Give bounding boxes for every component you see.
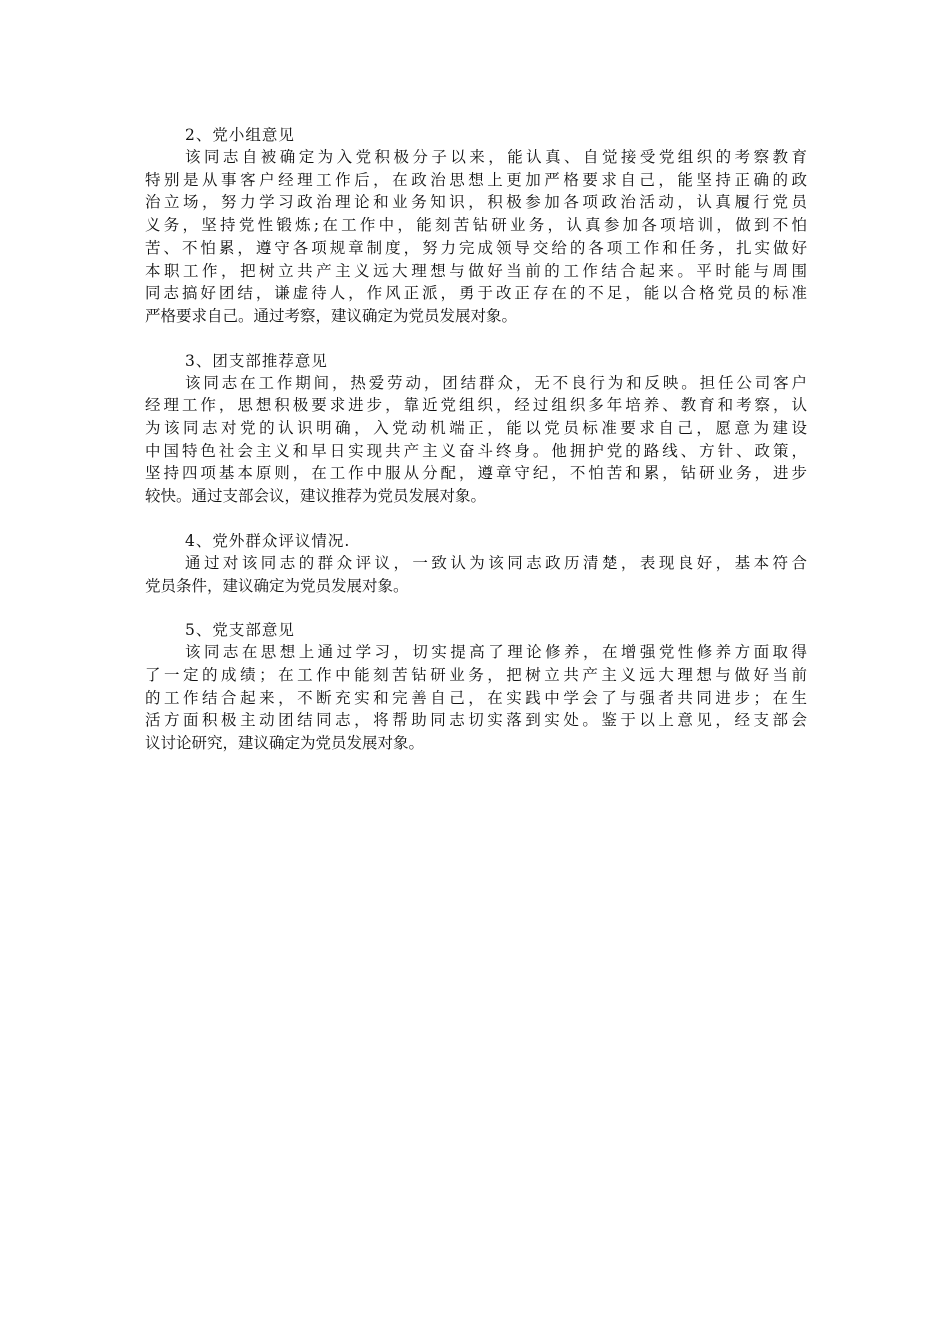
paragraph-line: 经理工作，思想积极要求进步，靠近党组织，经过组织多年培养、教育和考察，认: [145, 396, 807, 415]
paragraph-line: 了一定的成绩；在工作中能刻苦钻研业务，把树立共产主义远大理想与做好当前: [145, 665, 807, 684]
paragraph-line: 活方面积极主动团结同志，将帮助同志切实落到实处。鉴于以上意见，经支部会: [145, 711, 807, 730]
paragraph-line: 治立场，努力学习政治理论和业务知识，积极参加各项政治活动，认真履行党员: [145, 193, 807, 212]
section-party-group-opinion: [145, 124, 807, 328]
section-heading: 5、党支部意见: [185, 621, 295, 640]
section-heading: 2、党小组意见: [185, 126, 295, 144]
section-public-evaluation: [145, 530, 807, 597]
paragraph-line: 坚持四项基本原则，在工作中服从分配，遵章守纪，不怕苦和累，钻研业务，进步: [145, 464, 807, 483]
section-league-branch-recommendation: [145, 350, 807, 508]
paragraph-line: 同志搞好团结，谦虚待人，作风正派，勇于改正存在的不足，能以合格党员的标准: [145, 284, 807, 303]
paragraph-line: 的工作结合起来，不断充实和完善自己，在实践中学会了与强者共同进步；在生: [145, 688, 807, 707]
paragraph-line: 严格要求自己。通过考察，建议确定为党员发展对象。: [145, 306, 518, 325]
paragraph-line: 苦、不怕累，遵守各项规章制度，努力完成领导交给的各项工作和任务，扎实做好: [145, 238, 807, 257]
paragraph-line: 本职工作，把树立共产主义远大理想与做好当前的工作结合起来。平时能与周围: [145, 261, 807, 280]
paragraph-line: 该同志在思想上通过学习，切实提高了理论修养，在增强党性修养方面取得: [185, 643, 807, 662]
section-heading: 4、党外群众评议情况.: [185, 531, 351, 550]
paragraph-line: 较快。通过支部会议，建议推荐为党员发展对象。: [145, 487, 487, 506]
section-party-branch-opinion: [145, 619, 807, 755]
paragraph-line: 该同志自被确定为入党积极分子以来，能认真、自觉接受党组织的考察教育: [185, 148, 807, 166]
paragraph-line: 该同志在工作期间，热爱劳动，团结群众，无不良行为和反映。担任公司客户: [185, 373, 807, 392]
paragraph-line: 为该同志对党的认识明确，入党动机端正，能以党员标准要求自己，愿意为建设: [145, 419, 807, 438]
section-heading: 3、团支部推荐意见: [185, 351, 328, 370]
paragraph-line: 议讨论研究，建议确定为党员发展对象。: [145, 734, 425, 753]
paragraph-line: 义务，坚持党性锻炼;在工作中，能刻苦钻研业务，认真参加各项培训，做到不怕: [145, 216, 807, 235]
document-body: [145, 124, 807, 777]
paragraph-line: 通过对该同志的群众评议，一致认为该同志政历清楚，表现良好，基本符合: [185, 553, 807, 572]
paragraph-line: 特别是从事客户经理工作后，在政治思想上更加严格要求自己，能坚持正确的政: [145, 170, 807, 189]
paragraph-line: 中国特色社会主义和早日实现共产主义奋斗终身。他拥护党的路线、方针、政策，: [145, 441, 807, 460]
paragraph-line: 党员条件，建议确定为党员发展对象。: [145, 576, 409, 595]
